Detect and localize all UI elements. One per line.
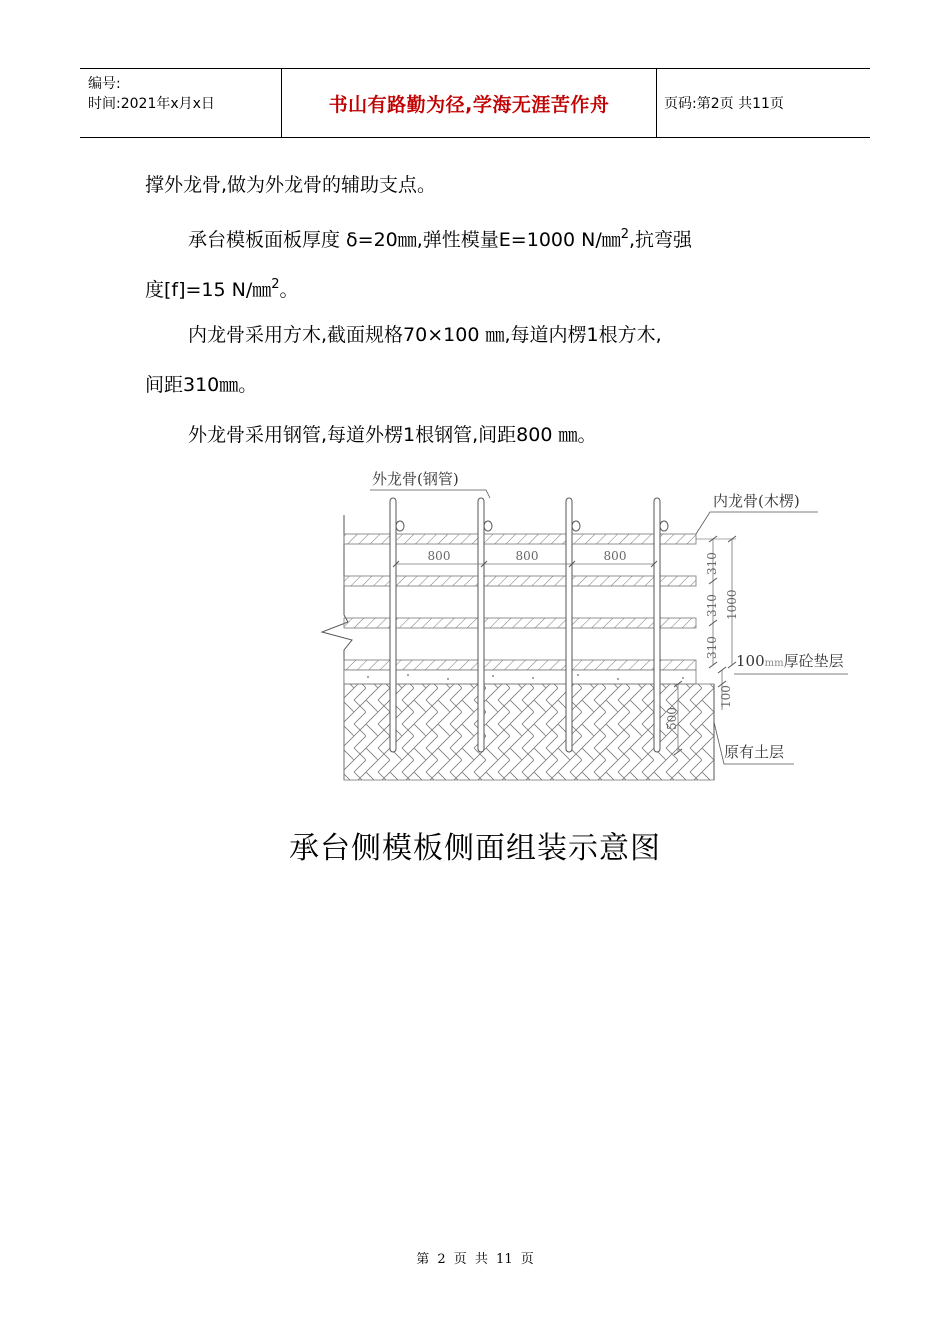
steel-pipe xyxy=(390,498,396,752)
page-footer: 第 2 页 共 11 页 xyxy=(416,1252,534,1267)
dimension-310: 310 xyxy=(705,594,719,617)
pipe-tie-icon xyxy=(484,521,492,531)
label-cushion-thickness: 100 xyxy=(736,652,765,670)
paragraph-line-2-tail: ,抗弯强 xyxy=(629,229,693,251)
label-cushion xyxy=(736,652,844,670)
header-meta-cell xyxy=(80,69,281,137)
steel-pipe xyxy=(478,498,484,752)
inner-stud-band xyxy=(344,618,696,628)
page-header xyxy=(80,68,870,138)
formwork-diagram-svg xyxy=(318,460,858,790)
paragraph-line-3-text: 度[f]=15 N/㎜ xyxy=(145,279,272,301)
superscript: 2 xyxy=(271,277,280,292)
paragraph-line-1: 撑外龙骨,做为外龙骨的辅助支点。 xyxy=(145,174,437,196)
document-time-label: 时间:2021年x月x日 xyxy=(88,96,215,112)
dimension-800: 800 xyxy=(427,549,451,563)
pipe-tie-icon xyxy=(572,521,580,531)
concrete-cushion xyxy=(344,670,696,684)
paragraph-line-5: 间距310㎜。 xyxy=(145,374,258,396)
pipe-tie-icon xyxy=(396,521,404,531)
header-page-info: 页码:第2页 共11页 xyxy=(664,96,784,112)
dimension-800: 800 xyxy=(603,549,627,563)
superscript: 2 xyxy=(620,227,630,242)
inner-stud-band xyxy=(344,576,696,586)
paragraph-line-3-tail: 。 xyxy=(279,279,299,301)
inner-stud-band xyxy=(344,534,696,544)
paragraph-line-2-text: 承台模板面板厚度 δ=20㎜,弹性模量E=1000 N/㎜ xyxy=(188,229,621,251)
pipe-tie-icon xyxy=(660,521,668,531)
figure-caption: 承台侧模板侧面组装示意图 xyxy=(289,831,661,866)
steel-pipe xyxy=(654,498,660,752)
document-number-label: 编号: xyxy=(88,76,121,92)
paragraph-line-2 xyxy=(188,228,692,250)
label-soil: 原有土层 xyxy=(724,743,785,761)
paragraph-line-4: 内龙骨采用方木,截面规格70×100 ㎜,每道内楞1根方木, xyxy=(188,324,662,346)
dimension-310: 310 xyxy=(705,552,719,575)
header-motto-cell xyxy=(281,69,657,137)
label-outer-stud: 外龙骨(钢管) xyxy=(372,470,459,488)
dimension-100: 100 xyxy=(719,685,733,708)
dimension-800: 800 xyxy=(515,549,539,563)
header-page-cell xyxy=(656,69,870,137)
formwork-diagram xyxy=(318,460,858,794)
dimension-1000: 1000 xyxy=(725,589,739,620)
paragraph-line-3 xyxy=(145,278,299,300)
header-motto: 书山有路勤为径,学海无涯苦作舟 xyxy=(328,93,610,116)
label-inner-stud: 内龙骨(木楞) xyxy=(713,492,800,510)
inner-stud-band xyxy=(344,660,696,670)
dimension-310: 310 xyxy=(705,636,719,659)
paragraph-line-6: 外龙骨采用钢管,每道外楞1根钢管,间距800 ㎜。 xyxy=(188,424,597,446)
label-cushion-text: 厚砼垫层 xyxy=(783,652,844,670)
steel-pipe xyxy=(566,498,572,752)
dimension-500: 500 xyxy=(665,707,679,730)
label-cushion-unit: mm xyxy=(764,658,784,669)
